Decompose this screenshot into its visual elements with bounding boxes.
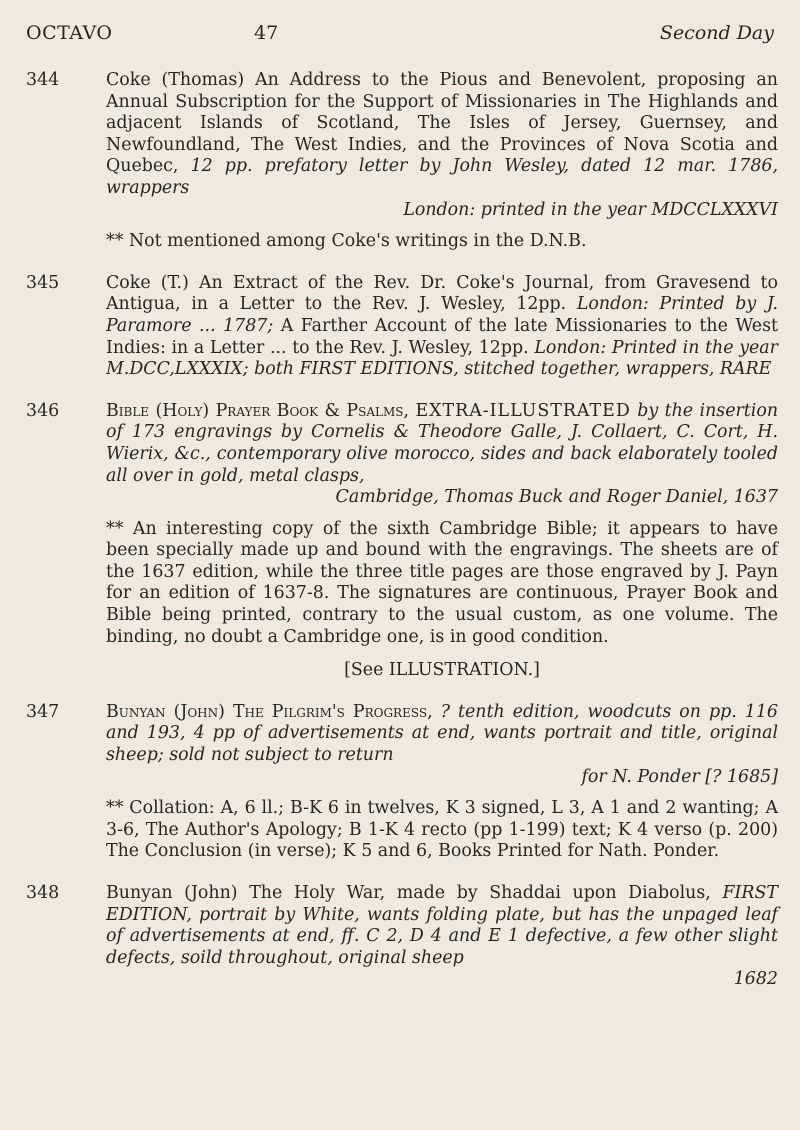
lot-title: Bunyan (John) The Pilgrim's Progress, xyxy=(106,701,433,722)
lot-description xyxy=(106,401,778,682)
see-illustration: [See ILLUSTRATION.] xyxy=(344,660,540,681)
lot-number: 348 xyxy=(26,883,60,903)
format-heading: OCTAVO xyxy=(26,22,113,44)
lot-description xyxy=(106,273,778,381)
lot-imprint: Cambridge, Thomas Buck and Roger Daniel, 1637 xyxy=(335,487,778,508)
lot-number: 345 xyxy=(26,272,60,293)
lot-number: 344 xyxy=(26,70,60,90)
lot-highlight: EXTRA-ILLUSTRATED xyxy=(415,400,631,421)
lot-imprint: London: Printed by J. Paramore ... 1787; xyxy=(106,294,779,336)
lot-number: 347 xyxy=(26,701,60,722)
lot-detail: 12 pp. prefatory letter by John Wesley, dated 12 mar. 1786, wrappers xyxy=(106,156,779,198)
lot-title: Bible (Holy) Prayer Book & Psalms, xyxy=(106,400,410,421)
lot-entry-345 xyxy=(26,273,778,381)
lot-note: ** Collation: A, 6 ll.; B-K 6 in twelves, K 3 signed, L 3, A 1 and 2 wanting; A 3-6, The Author's Apology; B 1-K 4 recto (pp 1-199) text; K 4 verso (p. 200) The Conclusion (in verse); K 5 and 6, Books Printed for Nath. Ponder. xyxy=(106,798,778,862)
lot-entry-347 xyxy=(26,702,778,863)
lot-note: ** Not mentioned among Coke's writings in the D.N.B. xyxy=(106,231,587,252)
lot-number: 346 xyxy=(26,400,60,421)
lot-imprint: 1682 xyxy=(733,969,778,990)
lot-imprint: for N. Ponder [? 1685] xyxy=(581,766,778,787)
lot-entry-344 xyxy=(26,70,778,253)
lot-imprint-2: London: Printed in the year M.DCC,LXXXIX; xyxy=(106,337,778,380)
lot-description xyxy=(106,702,778,863)
lot-title: Coke (Thomas) An Address to the Pious and Benevolent, proposing an Annual Subscription for the Support of Missionaries in The Highlands and adjacent Islands of Scotland, The Isles of Jersey, Guernsey, and Newfoundland, The West Indies, and the Provinces of Nova Scotia and Quebec, xyxy=(106,70,778,177)
lot-title: Bunyan (John) The Holy War, made by Shaddai upon Diabolus, xyxy=(106,883,711,903)
lot-note: ** An interesting copy of the sixth Cambridge Bible; it appears to have been specially made up and bound with the engravings. The sheets are of the 1637 edition, while the three title pages are those engraved by J. Payn for an edition of 1637-8. The signatures are continuous, Prayer Book and Bible being printed, contrary to the usual custom, as one volume. The binding, no doubt a Cambridge one, is in good condition. xyxy=(106,518,778,647)
page-number: 47 xyxy=(254,22,279,44)
lot-entry-348 xyxy=(26,883,778,991)
lot-entry-346 xyxy=(26,401,778,682)
sale-day-heading: Second Day xyxy=(659,22,774,44)
lot-detail: FIRST EDITION, portrait by White, wants folding plate, but has the unpaged leaf of advertisements at end, ff. C 2, D 4 and E 1 defective, a few other slight defects, soild throughout, original sheep xyxy=(106,883,778,968)
lot-detail: ? tenth edition, woodcuts on pp. 116 and 193, 4 pp of advertisements at end, wants portrait and title, original sheep; sold not subject to return xyxy=(106,701,778,766)
lot-description xyxy=(106,883,778,991)
page-header xyxy=(26,22,774,44)
lot-imprint: London: printed in the year MDCCLXXXVI xyxy=(403,199,778,220)
lot-title: Coke (T.) An Extract of the Rev. Dr. Coke's Journal, from Gravesend to Antigua, in a Letter to the Rev. J. Wesley, 12pp. xyxy=(106,272,778,315)
lot-list xyxy=(26,70,778,1011)
lot-detail: both FIRST EDITIONS, stitched together, wrappers, RARE xyxy=(254,359,772,380)
lot-detail: by the insertion of 173 engravings by Cornelis & Theodore Galle, J. Collaert, C. Cort, H. Wierix, &c., contemporary olive morocco, sides and back elaborately tooled all over in gold, metal clasps, xyxy=(106,400,779,486)
lot-description xyxy=(106,70,778,253)
lot-title-2: A Farther Account of the late Missionaries to the West Indies: in a Letter ... to the Rev. J. Wesley, 12pp. xyxy=(106,315,779,358)
